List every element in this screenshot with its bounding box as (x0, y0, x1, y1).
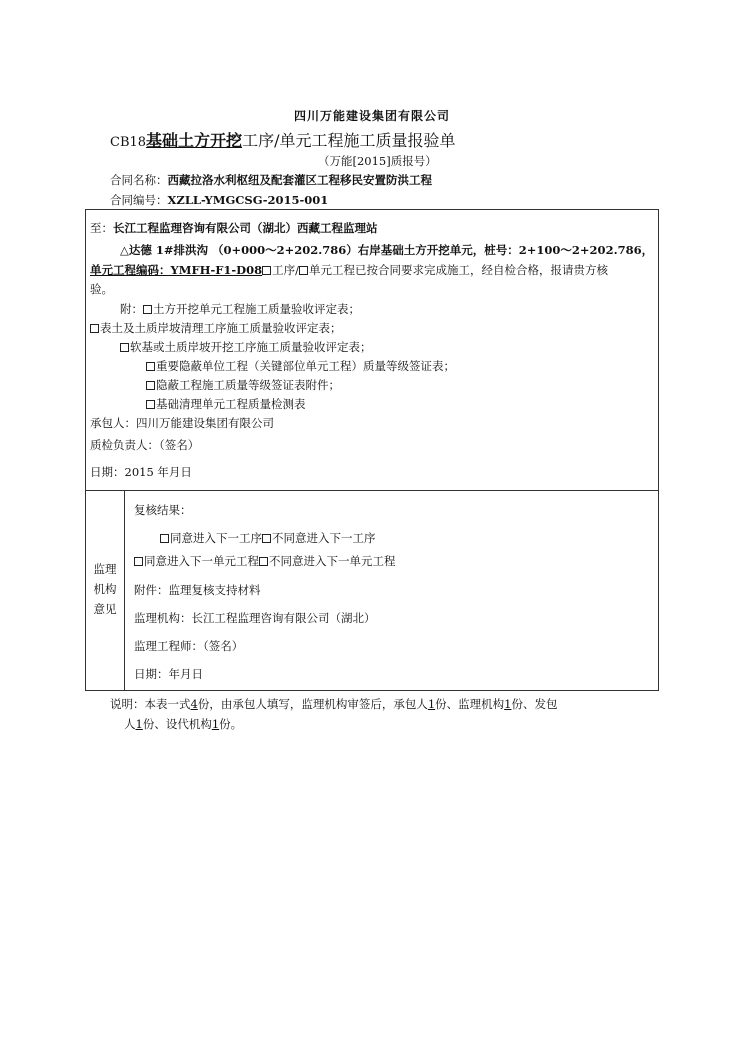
attachment-row-6 (146, 396, 306, 412)
note-line-2 (124, 716, 242, 732)
attachment-row-3 (120, 339, 372, 355)
note-text-7: 份。 (219, 717, 243, 731)
note-text-4: 份、发包 (511, 697, 558, 711)
agree-next-procedure-checkbox[interactable] (160, 534, 169, 543)
note-text-5: 人 (124, 717, 136, 731)
attachment-checkbox-4[interactable] (146, 362, 155, 371)
attachment-row-2 (90, 320, 342, 336)
title-rest: 工序/单元工程施工质量报验单 (242, 131, 456, 150)
unit-text: 单元工程已按合同要求完成施工，经自检合格，报请贵方核 (309, 263, 609, 277)
disagree-next-procedure-checkbox[interactable] (262, 534, 271, 543)
review-engineer: 监理工程师：（签名） (134, 639, 244, 653)
side-divider (124, 490, 125, 691)
attachment-row-1 (120, 301, 360, 317)
note-text-3: 份、监理机构 (435, 697, 505, 711)
contract-name-label: 合同名称： (110, 173, 168, 187)
note-design-copies: 1 (211, 717, 220, 731)
attachment-checkbox-1[interactable] (143, 305, 152, 314)
unit-line-1: △达德 1#排洪沟 （0+000～2+202.786）右岸基础土方开挖单元，桩号：2+100～2+202.786， (120, 243, 654, 257)
form-code: CB18 (110, 135, 147, 150)
attachment-2: 表土及土质岸坡清理工序施工质量验收评定表； (100, 321, 342, 335)
section-divider (86, 490, 658, 491)
note-contractor-copies: 1 (427, 697, 436, 711)
to-value: 长江工程监理咨询有限公司（湖北）西藏工程监理站 (113, 221, 378, 235)
disagree-next-unit-checkbox[interactable] (259, 557, 268, 566)
form-table (85, 209, 659, 691)
attachment-4: 重要隐蔽单位工程（关键部位单元工程）质量等级签证表； (156, 359, 455, 373)
company-name: 四川万能建设集团有限公司 (293, 109, 450, 123)
note-total-copies: 4 (190, 697, 198, 711)
disagree-next-unit: 不同意进入下一单元工程 (269, 554, 396, 568)
contractor: 承包人：四川万能建设集团有限公司 (90, 416, 274, 430)
contract-no-label: 合同编号： (110, 193, 168, 207)
unit-code: 单元工程编码：YMFH-F1-D08 (90, 263, 263, 277)
submit-date: 日期：2015 年月日 (90, 465, 192, 479)
agree-next-procedure: 同意进入下一工序 (170, 531, 262, 545)
review-option-row-2 (134, 553, 396, 569)
procedure-checkbox[interactable] (262, 266, 271, 275)
agree-next-unit-checkbox[interactable] (134, 557, 143, 566)
side-label-3: 意见 (93, 602, 117, 616)
attachment-checkbox-3[interactable] (120, 343, 129, 352)
attachment-checkbox-2[interactable] (90, 324, 99, 333)
review-result-label: 复核结果： (134, 503, 192, 517)
attachment-6: 基础清理单元工程质量检测表 (156, 397, 306, 411)
note-line-1 (110, 696, 557, 712)
contract-name: 西藏拉洛水利枢纽及配套灌区工程移民安置防洪工程 (167, 173, 432, 187)
attachment-checkbox-6[interactable] (146, 400, 155, 409)
to-label: 至： (90, 221, 113, 235)
note-text-6: 份、设代机构 (142, 717, 212, 731)
title-bold: 基础土方开挖 (146, 131, 243, 150)
review-attachment: 附件：监理复核支持材料 (134, 583, 261, 597)
contract-no-row (110, 192, 328, 208)
side-label-1: 监理 (93, 562, 117, 576)
contract-name-row (110, 172, 432, 188)
note-agency-copies: 1 (504, 697, 512, 711)
procedure-text: 工序/ (272, 263, 300, 277)
attach-label: 附： (120, 302, 143, 316)
note-text-1: 说明：本表一式 (110, 697, 191, 711)
form-title (110, 128, 455, 151)
form-subtitle: （万能[2015]质报号） (318, 154, 437, 168)
agree-next-unit: 同意进入下一单元工程 (144, 554, 259, 568)
unit-line-2 (90, 262, 608, 278)
attachment-1: 土方开挖单元工程施工质量验收评定表； (153, 302, 360, 316)
review-side-label (92, 559, 118, 619)
contract-no: XZLL-YMGCSG-2015-001 (167, 193, 329, 207)
side-label-2: 机构 (93, 582, 117, 596)
review-option-row-1 (160, 530, 376, 546)
attachment-row-5 (146, 377, 340, 393)
attachment-checkbox-5[interactable] (146, 381, 155, 390)
review-agency: 监理机构：长江工程监理咨询有限公司（湖北） (134, 611, 376, 625)
to-row (90, 220, 378, 236)
review-date: 日期：年月日 (134, 667, 203, 681)
disagree-next-procedure: 不同意进入下一工序 (272, 531, 376, 545)
attachment-row-4 (146, 358, 455, 374)
unit-line-3: 验。 (90, 282, 113, 296)
note-owner-copies: 1 (135, 717, 143, 731)
attachment-5: 隐蔽工程施工质量等级签证表附件； (156, 378, 340, 392)
note-text-2: 份，由承包人填写，监理机构审签后，承包人 (197, 697, 428, 711)
unit-checkbox[interactable] (299, 266, 308, 275)
attachment-3: 软基或土质岸坡开挖工序施工质量验收评定表； (130, 340, 372, 354)
qc-person: 质检负责人：（签名） (90, 438, 200, 452)
